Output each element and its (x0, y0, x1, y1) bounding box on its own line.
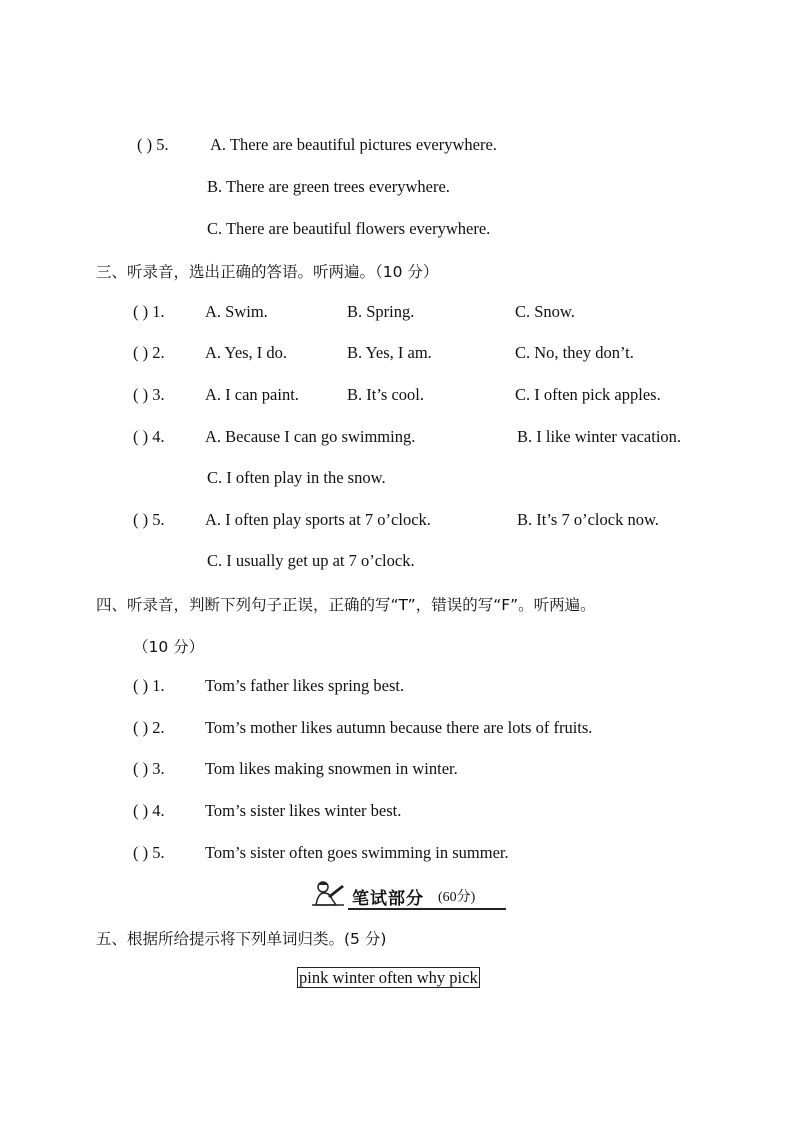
written-part-score: (60分) (438, 890, 476, 905)
section-heading: 五、根据所给提示将下列单词归类。(5 分) (96, 930, 387, 948)
word-bank-box: pink winter often why pick (299, 968, 478, 987)
written-part-title: 笔试部分 (352, 889, 424, 909)
answer-blank: ( ) 3. (133, 759, 165, 778)
option-a: A. There are beautiful pictures everywhere. (210, 135, 497, 154)
option-c: C. I usually get up at 7 o’clock. (207, 551, 415, 570)
answer-blank: ( ) 4. (133, 427, 165, 446)
section-heading: 四、听录音，判断下列句子正误，正确的写“T”，错误的写“F”。听两遍。 (96, 596, 596, 614)
option-c: C. No, they don’t. (515, 343, 634, 362)
banner-underline (348, 908, 506, 910)
statement-text: Tom’s father likes spring best. (205, 676, 405, 695)
option-b: B. I like winter vacation. (517, 427, 682, 446)
option-b: B. There are green trees everywhere. (207, 177, 450, 196)
answer-blank: ( ) 5. (133, 510, 165, 529)
option-a: A. I can paint. (205, 385, 299, 404)
option-c: C. There are beautiful flowers everywhere. (207, 219, 491, 238)
option-b: B. Yes, I am. (347, 343, 432, 362)
answer-blank: ( ) 1. (133, 676, 165, 695)
option-a: A. Because I can go swimming. (205, 427, 416, 446)
option-b: B. Spring. (347, 302, 415, 321)
answer-blank: ( ) 2. (133, 718, 165, 737)
option-a: A. I often play sports at 7 o’clock. (205, 510, 431, 529)
written-part-banner (310, 879, 506, 911)
section-score: （10 分） (133, 638, 205, 656)
answer-blank: ( ) 5. (137, 135, 169, 154)
option-b: B. It’s cool. (347, 385, 424, 404)
statement-text: Tom likes making snowmen in winter. (205, 759, 458, 778)
answer-blank: ( ) 2. (133, 343, 165, 362)
option-a: A. Yes, I do. (205, 343, 288, 362)
option-a: A. Swim. (205, 302, 268, 321)
answer-blank: ( ) 4. (133, 801, 165, 820)
statement-text: Tom’s sister often goes swimming in summer. (205, 843, 509, 862)
statement-text: Tom’s sister likes winter best. (205, 801, 402, 820)
answer-blank: ( ) 3. (133, 385, 165, 404)
section-heading: 三、听录音，选出正确的答语。听两遍。（10 分） (96, 263, 439, 281)
option-b: B. It’s 7 o’clock now. (517, 510, 659, 529)
statement-text: Tom’s mother likes autumn because there are lots of fruits. (205, 718, 593, 737)
option-c: C. I often pick apples. (515, 385, 661, 404)
answer-blank: ( ) 1. (133, 302, 165, 321)
option-c: C. I often play in the snow. (207, 468, 386, 487)
option-c: C. Snow. (515, 302, 575, 321)
answer-blank: ( ) 5. (133, 843, 165, 862)
pencil-writer-icon (310, 879, 346, 907)
